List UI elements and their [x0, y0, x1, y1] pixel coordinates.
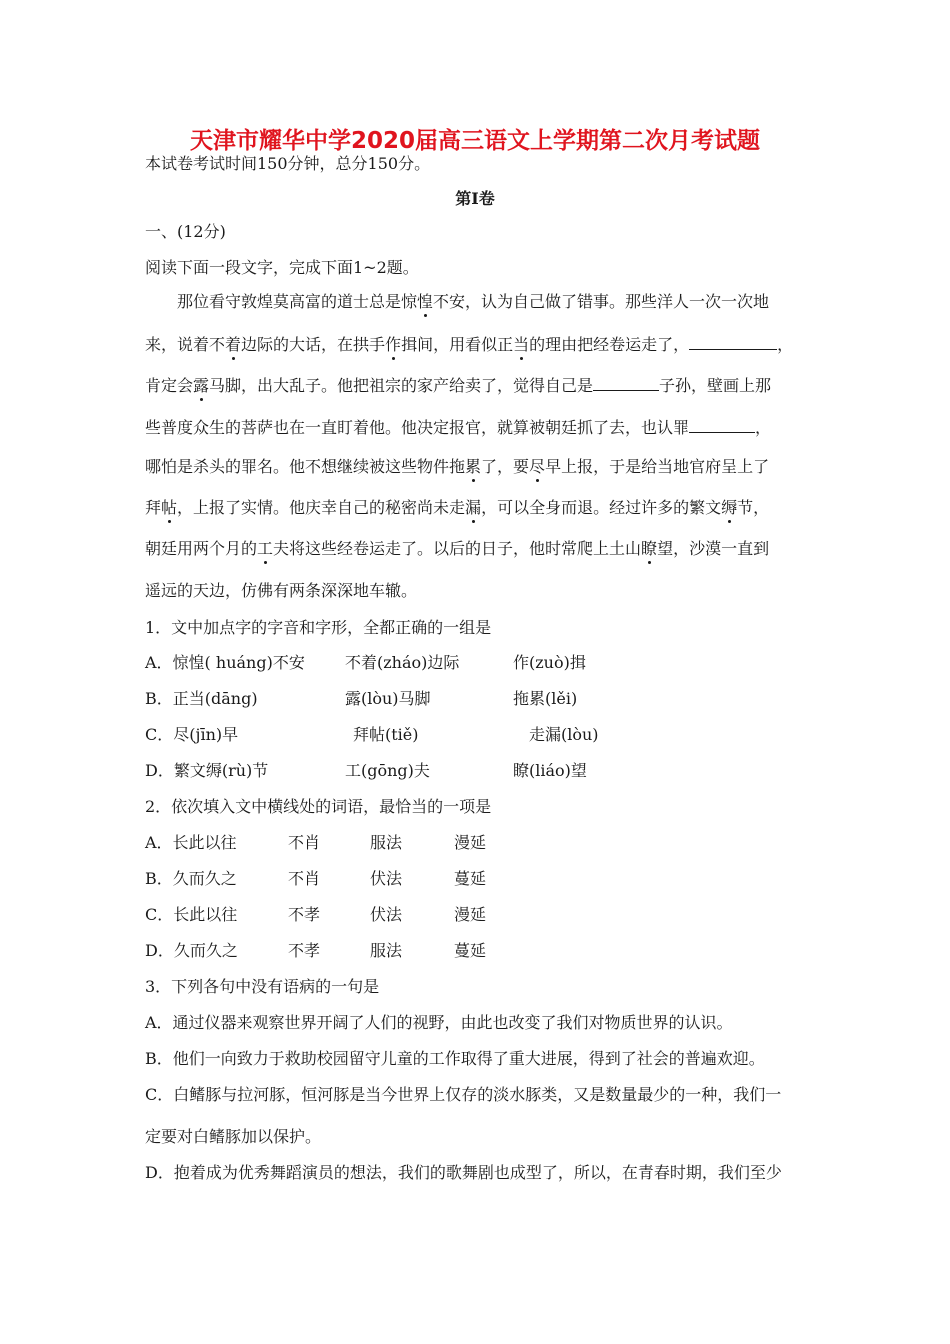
dotted-char: 工 [257, 539, 274, 558]
passage-text: 些普度众生的菩萨也在一直盯着他。他决定报官，就算被朝廷抓了去，也认罪 [145, 418, 690, 437]
passage-line [145, 497, 769, 519]
passage-text: 朝廷用两个月的 [145, 539, 258, 558]
dotted-char: 尽 [529, 457, 546, 476]
fill-blank-1 [689, 333, 777, 350]
q2-option-a-col4: 漫延 [454, 833, 487, 852]
passage-line [145, 456, 769, 478]
question-2-stem: 2．依次填入文中横线处的词语，最恰当的一项是 [145, 797, 492, 816]
passage-line [145, 374, 771, 397]
q2-option-d-col3: 服法 [370, 941, 403, 960]
q1-option-b-col2: 露(lòu)马脚 [345, 689, 431, 708]
q1-option-b-col1: B．正当(dāng) [145, 689, 258, 708]
passage-text: 夫将这些经卷运走了。以后的日子，他时常爬上土山 [273, 539, 642, 558]
passage-text: 子孙，壁画上那 [659, 376, 772, 395]
q1-option-b-col3: 拖累(lěi) [513, 689, 578, 708]
q1-option-d-col2: 工(gōng)夫 [345, 761, 430, 780]
dotted-char: 当 [513, 335, 530, 354]
q2-option-c-col2: 不孝 [288, 905, 321, 924]
q2-option-b-col4: 蔓延 [454, 869, 487, 888]
q3-option-c: C．白鳍豚与拉河豚，恒河豚是当今世界上仅存的淡水豚类，又是数量最少的一种，我们一 [145, 1085, 782, 1104]
passage-line [177, 291, 769, 313]
fill-blank-2 [593, 374, 659, 391]
passage-line [145, 416, 771, 439]
passage-text: ， [755, 418, 772, 437]
q1-option-a-col3: 作(zuò)揖 [513, 653, 586, 672]
q1-option-c-col1: C．尽(jīn)早 [145, 725, 239, 744]
dotted-char: 露 [193, 376, 210, 395]
q1-option-d-col1: D．繁文缛(rù)节 [145, 761, 269, 780]
page-title: 天津市耀华中学2020届高三语文上学期第二次月考试题 [189, 128, 760, 154]
section-heading: 一、(12分) [145, 222, 226, 241]
dotted-char: 作 [385, 335, 402, 354]
passage-text: 肯定会 [145, 376, 194, 395]
q2-option-c-col1: C．长此以往 [145, 905, 238, 924]
fill-blank-3 [689, 416, 755, 433]
passage-text: ，可以全身而退。经过许多的繁文 [481, 498, 722, 517]
passage-text: 望，沙漠一直到 [657, 539, 770, 558]
q2-option-b-col1: B．久而久之 [145, 869, 237, 888]
question-1-stem: 1．文中加点字的字音和字形，全都正确的一组是 [145, 618, 492, 637]
q2-option-b-col3: 伏法 [370, 869, 403, 888]
volume-heading: 第Ⅰ卷 [455, 189, 495, 208]
q3-option-c-cont: 定要对白鳍豚加以保护。 [145, 1127, 322, 1146]
dotted-char: 瞭 [641, 539, 658, 558]
q1-option-d-col3: 瞭(liáo)望 [513, 761, 587, 780]
dotted-char: 漏 [465, 498, 482, 517]
passage-line: 遥远的天边，仿佛有两条深深地车辙。 [145, 581, 418, 600]
passage-text: 边际的大话，在拱手 [241, 335, 386, 354]
passage-text: 揖间，用看似正 [401, 335, 514, 354]
passage-text: 那位看守敦煌莫高富的道士总是惊 [177, 292, 418, 311]
dotted-char: 累 [465, 457, 482, 476]
passage-text: ，上报了实情。他庆幸自己的秘密尚未走 [177, 498, 466, 517]
q2-option-a-col3: 服法 [370, 833, 403, 852]
passage-text: 来，说着不 [145, 335, 226, 354]
q2-option-d-col4: 蔓延 [454, 941, 487, 960]
reading-instruction: 阅读下面一段文字，完成下面1~2题。 [145, 258, 419, 277]
q2-option-c-col3: 伏法 [370, 905, 403, 924]
q2-option-d-col1: D．久而久之 [145, 941, 238, 960]
passage-text: 哪怕是杀头的罪名。他不想继续被这些物件拖 [145, 457, 466, 476]
passage-text: 了，要 [481, 457, 530, 476]
q1-option-c-col2: 拜帖(tiě) [353, 725, 419, 744]
q2-option-b-col2: 不肖 [288, 869, 321, 888]
q1-option-c-col3: 走漏(lòu) [529, 725, 599, 744]
passage-text: 不安，认为自己做了错事。那些洋人一次一次地 [433, 292, 770, 311]
q3-option-b: B．他们一向致力于救助校园留守儿童的工作取得了重大进展，得到了社会的普遍欢迎。 [145, 1049, 765, 1068]
q2-option-a-col1: A．长此以往 [145, 833, 237, 852]
dotted-char: 缛 [721, 498, 738, 517]
q1-option-a-col1: A．惊惶( huáng)不安 [145, 653, 305, 672]
dotted-char: 惶 [417, 292, 434, 311]
exam-intro: 本试卷考试时间150分钟，总分150分。 [145, 154, 431, 173]
passage-text: 马脚，出大乱子。他把祖宗的家产给卖了，觉得自己是 [209, 376, 594, 395]
q1-option-a-col2: 不着(zháo)边际 [345, 653, 460, 672]
q3-option-a: A．通过仪器来观察世界开阔了人们的视野，由此也改变了我们对物质世界的认识。 [145, 1013, 733, 1032]
q2-option-c-col4: 漫延 [454, 905, 487, 924]
passage-text: 的理由把经卷运走了， [529, 335, 690, 354]
passage-text: 早上报，于是给当地官府呈上了 [545, 457, 770, 476]
question-3-stem: 3．下列各句中没有语病的一句是 [145, 977, 380, 996]
dotted-char: 帖 [161, 498, 178, 517]
q2-option-d-col2: 不孝 [288, 941, 321, 960]
passage-line [145, 538, 769, 560]
q2-option-a-col2: 不肖 [288, 833, 321, 852]
q3-option-d: D．抱着成为优秀舞蹈演员的想法，我们的歌舞剧也成型了，所以，在青春时期，我们至少 [145, 1163, 782, 1182]
passage-text: 拜 [145, 498, 162, 517]
passage-text: ， [777, 335, 794, 354]
passage-line [145, 333, 793, 356]
dotted-char: 着 [225, 335, 242, 354]
passage-text: 节， [737, 498, 770, 517]
